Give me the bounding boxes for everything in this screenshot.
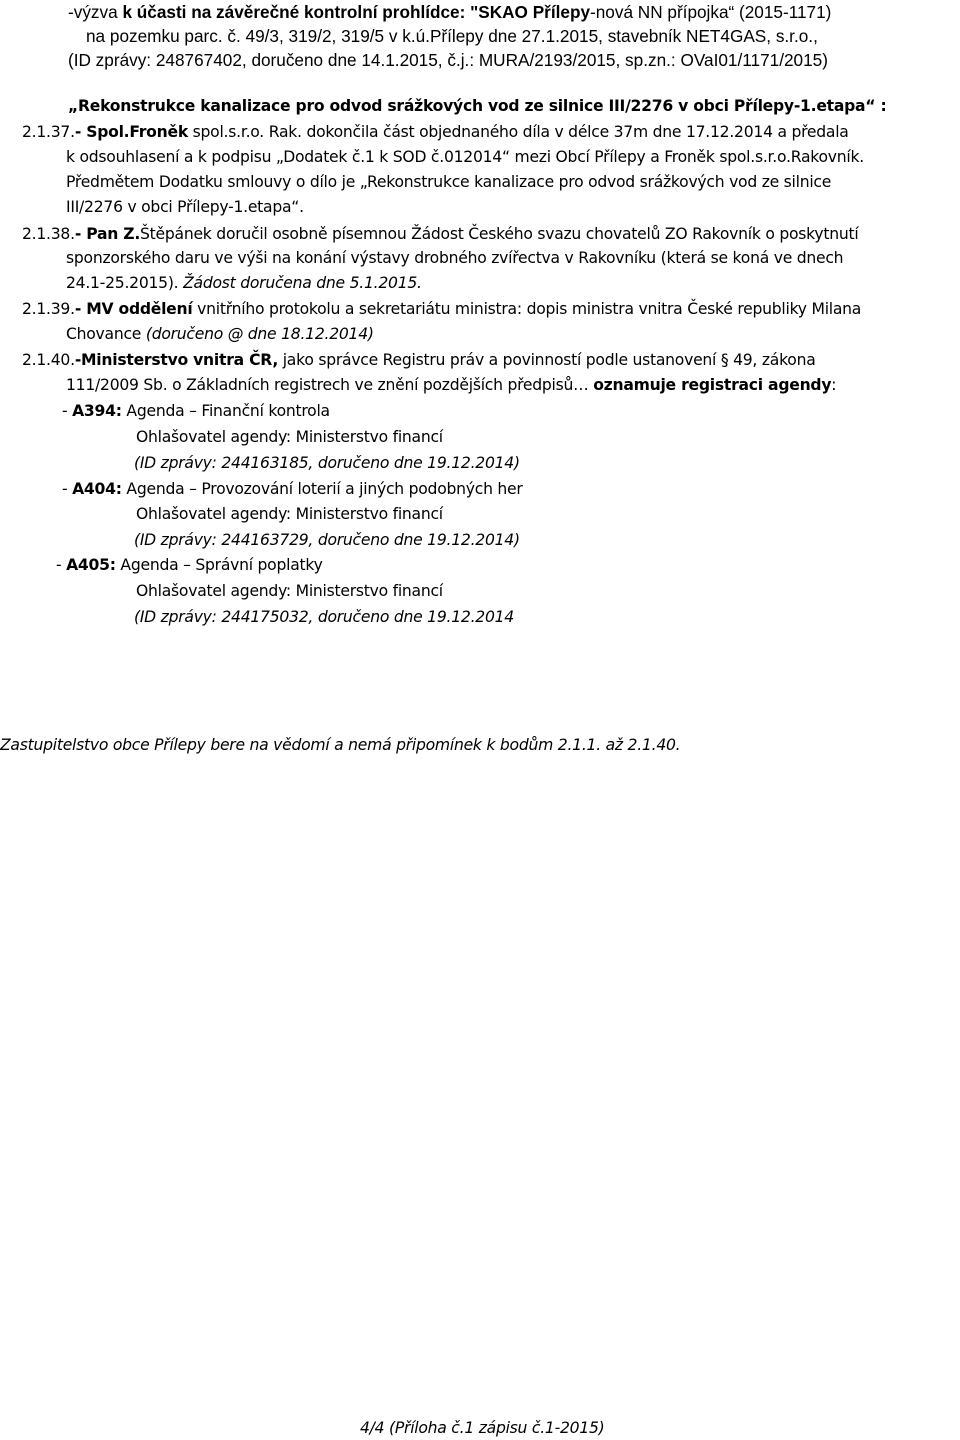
agenda-a394: - A394: Agenda – Finanční kontrola	[62, 402, 330, 420]
agenda-a405: - A405: Agenda – Správní poplatky	[56, 556, 323, 574]
agenda-a405-announcer: Ohlašovatel agendy: Ministerstvo financí	[136, 582, 443, 600]
item-2-1-38-line-3: 24.1-25.2015). Žádost doručena dne 5.1.2015.	[66, 274, 422, 292]
item-2-1-38-line-2: sponzorského daru ve výši na konání výstavy drobného zvířectva v Rakovníku (která se koná ve dnech	[66, 249, 844, 267]
agenda-a405-id: (ID zprávy: 244175032, doručeno dne 19.12.2014	[134, 608, 514, 626]
item-2-1-37-line-2: k odsouhlasení a k podpisu „Dodatek č.1 k SOD č.012014“ mezi Obcí Přílepy a Froněk spol.s.r.o.Rakovník.	[66, 148, 864, 166]
section-title: „Rekonstrukce kanalizace pro odvod srážkových vod ze silnice III/2276 v obci Přílepy-1.etapa“ :	[68, 97, 887, 115]
agenda-a404-announcer: Ohlašovatel agendy: Ministerstvo financí	[136, 505, 443, 523]
item-2-1-37-line-1: 2.1.37.- Spol.Froněk spol.s.r.o. Rak. dokončila část objednaného díla v délce 37m dne 17.12.2014 a předala	[22, 123, 849, 141]
agenda-a404-id: (ID zprávy: 244163729, doručeno dne 19.12.2014)	[134, 531, 520, 549]
agenda-a404: - A404: Agenda – Provozování loterií a jiných podobných her	[62, 480, 523, 498]
item-2-1-37-line-3: Předmětem Dodatku smlouvy o dílo je „Rekonstrukce kanalizace pro odvod srážkových vod ze silnice	[66, 173, 832, 191]
item-2-1-39-line-2: Chovance (doručeno @ dne 18.12.2014)	[66, 325, 374, 343]
notice-line-3: (ID zprávy: 248767402, doručeno dne 14.1.2015, č.j.: MURA/2193/2015, sp.zn.: OVaI01/1171/2015)	[68, 50, 828, 70]
conclusion: Zastupitelstvo obce Přílepy bere na vědomí a nemá připomínek k bodům 2.1.1. až 2.1.40.	[0, 736, 681, 754]
item-2-1-40-line-2: 111/2009 Sb. o Základních registrech ve znění pozdějších předpisů… oznamuje registraci agendy:	[66, 376, 837, 394]
notice-line-1: -výzva k účasti na závěrečné kontrolní prohlídce: "SKAO Přílepy-nová NN přípojka“ (2015-1171)	[68, 2, 832, 22]
item-2-1-38-line-1: 2.1.38.- Pan Z.Štěpánek doručil osobně písemnou Žádost Českého svazu chovatelů ZO Rakovník o poskytnutí	[22, 225, 859, 243]
agenda-a394-announcer: Ohlašovatel agendy: Ministerstvo financí	[136, 428, 443, 446]
item-2-1-40-line-1: 2.1.40.-Ministerstvo vnitra ČR, jako správce Registru práv a povinností podle ustanovení § 49, zákona	[22, 351, 816, 369]
page-footer: 4/4 (Příloha č.1 zápisu č.1-2015)	[360, 1419, 605, 1437]
agenda-a394-id: (ID zprávy: 244163185, doručeno dne 19.12.2014)	[134, 454, 520, 472]
item-2-1-37-line-4: III/2276 v obci Přílepy-1.etapa“.	[66, 198, 304, 216]
item-2-1-39-line-1: 2.1.39.- MV oddělení vnitřního protokolu a sekretariátu ministra: dopis ministra vnitra České republiky Milana	[22, 300, 862, 318]
notice-line-2: na pozemku parc. č. 49/3, 319/2, 319/5 v k.ú.Přílepy dne 27.1.2015, stavebník NET4GAS, s.r.o.,	[86, 26, 818, 46]
